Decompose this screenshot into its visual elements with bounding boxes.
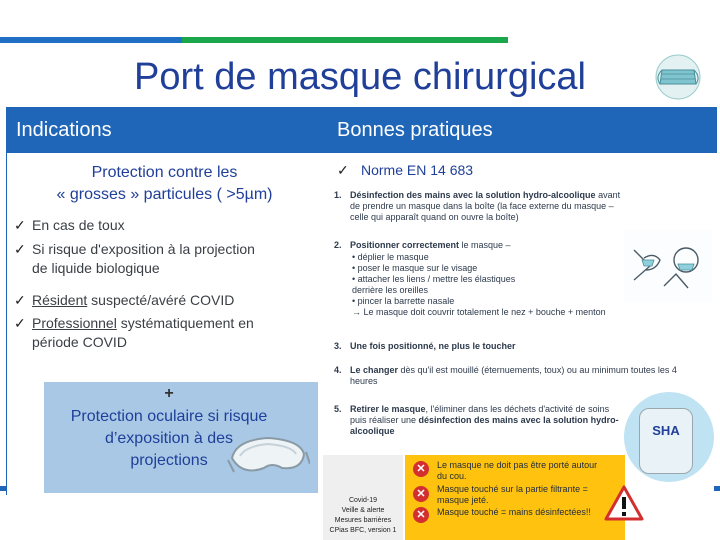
step-title: Une fois positionné, ne plus le toucher (350, 341, 516, 351)
step-title: Retirer le masque (350, 404, 426, 414)
indication-text: systématiquement en (116, 315, 254, 331)
check-icon: ✓ (14, 292, 26, 308)
indication-text: Si risque d'exposition à la projection (32, 241, 255, 257)
top-accent-bar-green (182, 37, 508, 43)
subtitle-line: Protection contre les (91, 164, 238, 181)
best-practices-header: Bonnes pratiques (323, 107, 717, 153)
indications-header: Indications (6, 107, 323, 153)
warning-text: Masque touché = mains désinfectées!! (437, 507, 591, 517)
indication-item (14, 240, 255, 278)
step-text: avant de prendre un masque dans la boîte (la face externe du masque – celle qui apparaît quand on ouvre la boîte) (350, 190, 621, 222)
forbidden-icon: ✕ (413, 486, 429, 502)
top-accent-bar-blue (0, 37, 182, 43)
footer-line: Veille & alerte (341, 507, 385, 514)
step-number: 1. (334, 190, 342, 200)
practice-step (334, 240, 624, 251)
check-icon: ✓ (14, 315, 26, 331)
warning-triangle-icon (604, 485, 644, 521)
eye-protection-line: d’exposition à des (104, 430, 234, 447)
check-icon: ✓ (337, 162, 349, 178)
step-title: désinfection des mains avec la solution hydro-alcoolique (350, 415, 619, 436)
check-icon: ✓ (14, 217, 26, 233)
warning-text: du cou. (437, 471, 467, 481)
eye-protection-line: projections (130, 452, 208, 469)
step-number: 4. (334, 365, 342, 375)
step-subitem: → Le masque doit couvrir totalement le nez + bouche + menton (352, 307, 606, 317)
forbidden-icon: ✕ (413, 461, 429, 477)
practice-step (334, 341, 624, 352)
step-number: 3. (334, 341, 342, 351)
indication-text: période COVID (32, 334, 127, 350)
check-icon: ✓ (14, 241, 26, 257)
step-subitem: • attacher les liens / mettre les élastiques (352, 274, 516, 284)
indications-subtitle (6, 162, 323, 206)
page-title: Port de masque chirurgical (134, 56, 586, 98)
indication-item (14, 216, 125, 235)
footer-line: Mesures barrières (334, 517, 392, 524)
indication-text: En cas de toux (32, 217, 125, 233)
warning-item (437, 507, 623, 518)
indication-keyword: Professionnel (32, 315, 117, 331)
step-title: Le changer (350, 365, 399, 375)
surgical-mask-icon (650, 54, 706, 100)
footer-line: Covid-19 (348, 497, 377, 504)
indication-keyword: Résident (32, 292, 88, 308)
step-subitem: • pincer la barrette nasale (352, 296, 455, 306)
warning-item (437, 484, 623, 506)
norme-text: Norme EN 14 683 (361, 162, 474, 178)
warning-text: masque jeté. (437, 495, 489, 505)
step-subitem: • poser le masque sur le visage (352, 263, 478, 273)
practice-step (334, 365, 714, 387)
norme-item (337, 162, 473, 179)
sha-bottle: SHA (639, 408, 693, 474)
warning-item (437, 460, 623, 482)
footer-line: CPias BFC, version 1 (329, 527, 397, 534)
forbidden-icon: ✕ (413, 507, 429, 523)
step-text: dès qu'il est mouillé (éternuements, toux) ou au minimum toutes les 4 heures (350, 365, 677, 386)
footer-accent (0, 486, 6, 491)
practice-step (334, 404, 624, 437)
warning-text: Le masque ne doit pas être porté autour (437, 460, 598, 470)
eye-protection-line: Protection oculaire si risque (70, 408, 268, 425)
step-subitem: • déplier le masque (352, 252, 429, 262)
practice-step (334, 190, 624, 223)
indication-item (14, 291, 234, 310)
step-number: 5. (334, 404, 342, 414)
warning-text: Masque touché sur la partie filtrante = (437, 484, 588, 494)
step-text: le masque – (459, 240, 511, 250)
safety-goggles-icon (226, 428, 310, 480)
footer-accent (714, 486, 720, 491)
step-text: , l'éliminer dans les déchets d'activité de soins puis réaliser une (350, 404, 610, 425)
plus-sign: + (164, 385, 174, 402)
indication-text: de liquide biologique (32, 260, 160, 276)
mask-positioning-illustration (624, 230, 712, 302)
step-title: Positionner correctement (350, 240, 460, 250)
hand-sanitizer-illustration (624, 392, 714, 482)
step-number: 2. (334, 240, 342, 250)
step-title: Désinfection des mains avec la solution hydro-alcoolique (350, 190, 596, 200)
indication-text: suspecté/avéré COVID (87, 292, 235, 308)
footer-info (320, 496, 406, 536)
indication-item (14, 314, 254, 352)
step-subitem: derrière les oreilles (352, 285, 429, 295)
subtitle-line: « grosses » particules ( >5µm) (56, 186, 273, 203)
